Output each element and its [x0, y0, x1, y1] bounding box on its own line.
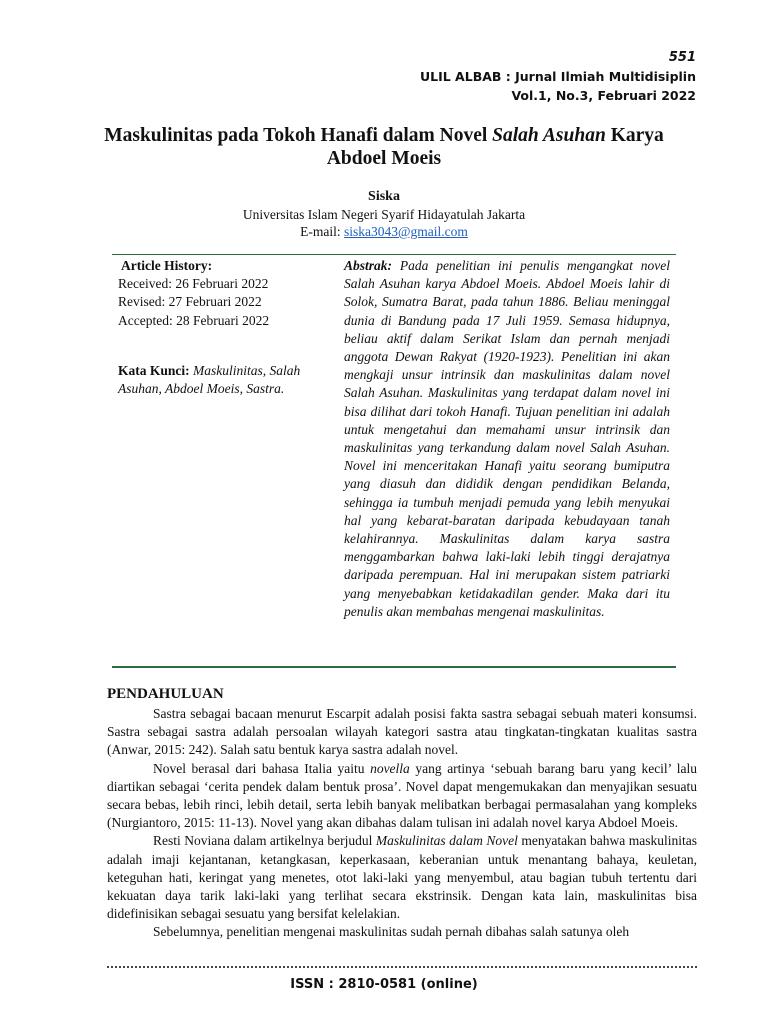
journal-name: ULIL ALBAB : Jurnal Ilmiah Multidisiplin — [419, 69, 696, 84]
paragraph-1: Sastra sebagai bacaan menurut Escarpit adalah posisi fakta sastra sebagai sebuah materi konsumsi. Sastra sebagai sastra adalah persoalan wilayah kategori sastra atau tingkatan-tingkatan kualitas sastra (Anwar, 2015: 242). Salah satu bentuk karya sastra adalah novel. — [107, 706, 697, 758]
title-italic: Salah Asuhan — [492, 125, 606, 146]
paragraph-4: Sebelumnya, penelitian mengenai maskulinitas sudah pernah dibahas salah satunya oleh — [153, 924, 630, 940]
p2-text-a: Novel berasal dari bahasa Italia yaitu — [153, 760, 371, 776]
abstract-text: Pada penelitian ini penulis mengangkat novel Salah Asuhan karya Abdoel Moeis. Abdoel Moeis lahir di Solok, Sumatra Barat, pada tahun 1886. Beliau meninggal dunia di Bandung pada 17 Juli 1959. Semasa hidupnya, beliau aktif dalam Serikat Islam dan pernah menjadi anggota Dewan Rakyat (1920-1923). Penelitian ini akan mengkaji unsur intrinsik dan maskulinitas dalam novel Salah Asuhan. Maskulinitas yang terdapat dalam novel ini bisa dilihat dari tokoh Hanafi. Tujuan penelitian ini adalah untuk mengetahui dan memahami unsur intrinsik dan maskulinitas yang terkandung dalam novel Salah Asuhan. Novel ini menceritakan Hanafi yaitu seorang bumiputra yang diasuh dan dididik dengan pendidikan Belanda, sehingga ia tumbuh menjadi pemuda yang lebih menyukai hal yang kebarat-baratan daripada kebudayaan tanah kelahirannya. Maskulinitas dalam karya sastra menggambarkan bahwa laki-laki lebih tinggi derajatnya daripada perempuan. Hal ini merupakan sistem patriarki yang menyebabkan ketidakadilan gender. Maka dari itu penulis akan membahas mengenai maskulinitas. — [344, 258, 670, 619]
section-heading: PENDAHULUAN — [107, 686, 224, 702]
author-email — [0, 224, 768, 240]
abstract-top-rule — [112, 254, 676, 255]
history-heading: Article History: — [121, 258, 213, 273]
history-accepted: Accepted: 28 Februari 2022 — [118, 312, 270, 328]
keywords-text: Maskulinitas, Salah Asuhan, Abdoel Moeis, Sastra. — [118, 363, 301, 397]
abstract-bottom-rule — [112, 666, 676, 668]
email-label: E-mail: — [300, 224, 345, 239]
p2-text-b: yang artinya ‘sebuah barang baru yang kecil’ lalu diartikan sebagai ‘cerita pendek dalam bentuk prosa’. Novel dapat mengemukakan dan menyajikan sesuatu secara bebas, lebih rinci, lebih detail, serta lebih banyak melibatkan berbagai permasalahan yang kompleks (Nurgiantoro, 2015: 11-13). Novel yang akan dibahas dalam tulisan ini adalah novel karya Abdoel Moeis. — [107, 760, 697, 831]
abstract-block — [344, 257, 670, 621]
p3-italic: Maskulinitas dalam Novel — [375, 833, 518, 849]
author-name: Siska — [368, 189, 400, 204]
paragraph-2 — [107, 760, 697, 833]
footer-dotted-rule — [107, 966, 697, 968]
email-link[interactable]: siska3043@gmail.com — [344, 224, 468, 239]
abstract-label: Abstrak: — [344, 258, 393, 273]
history-received: Received: 26 Februari 2022 — [118, 276, 269, 292]
author-affiliation: Universitas Islam Negeri Syarif Hidayatulah Jakarta — [242, 207, 526, 222]
p3-text-a: Resti Noviana dalam artikelnya berjudul — [153, 833, 376, 849]
article-history — [118, 257, 318, 330]
p3-text-b: menyatakan bahwa maskulinitas adalah imaji kejantanan, ketangkasan, keperkasaan, keberanian untuk menantang bahaya, keuletan, keteguhan hati, keringat yang menetes, otot laki-laki yang menyembul, atau bagian tubuh tertentu dari kekuatan daya tarik laki-laki yang terlihat secara ekstrinsik. Dengan kata lain, maskulinitas bisa didefinisikan sebagai sesuatu yang bersifat kelelakian. — [107, 833, 697, 922]
title-part-1: Maskulinitas pada Tokoh Hanafi dalam Novel — [104, 125, 493, 146]
p2-italic: novella — [370, 760, 410, 776]
page-number: 551 — [668, 50, 696, 65]
title-part-2: Karya Abdoel Moeis — [326, 125, 664, 169]
body-text — [107, 705, 697, 942]
issn-footer: ISSN : 2810-0581 (online) — [290, 977, 478, 992]
article-title — [96, 124, 672, 170]
keywords-block — [118, 362, 314, 398]
keywords-label: Kata Kunci: — [118, 363, 194, 378]
paragraph-3 — [107, 832, 697, 923]
history-revised: Revised: 27 Februari 2022 — [118, 294, 262, 310]
journal-volume: Vol.1, No.3, Februari 2022 — [511, 88, 696, 103]
